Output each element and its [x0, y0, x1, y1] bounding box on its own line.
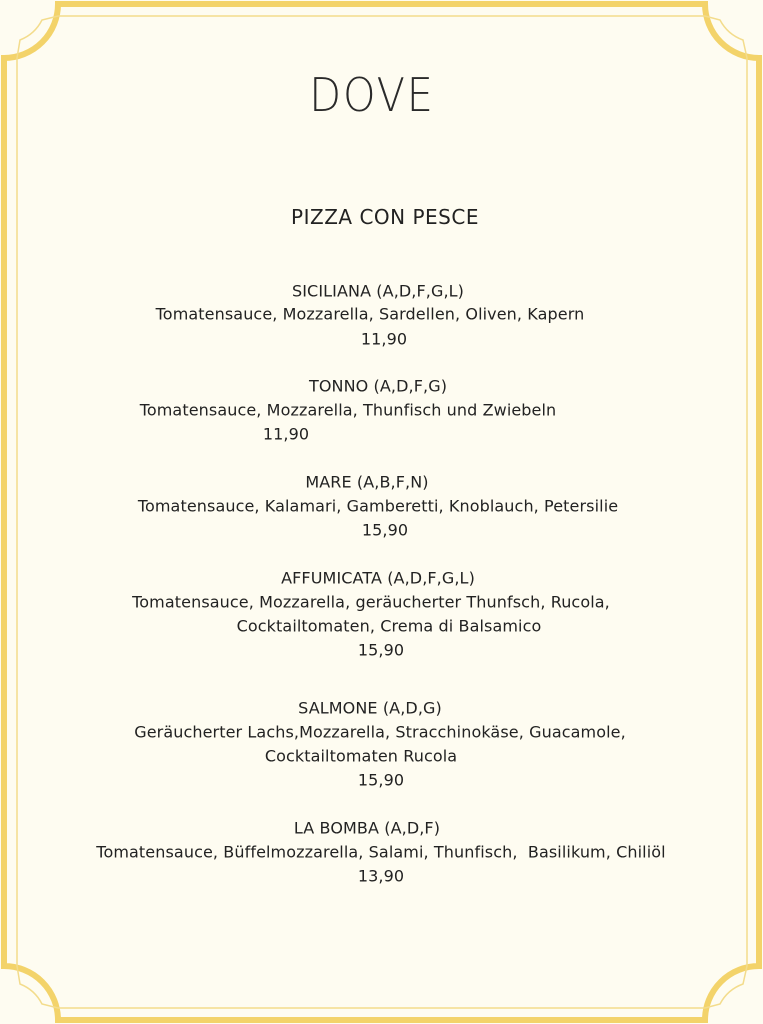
item-price: 15,90 — [357, 640, 405, 660]
item-price: 11,90 — [262, 424, 310, 444]
item-price: 15,90 — [361, 520, 409, 540]
restaurant-title: DOVE — [309, 68, 435, 122]
item-name: SALMONE (A,D,G) — [298, 698, 442, 718]
item-name: AFFUMICATA (A,D,F,G,L) — [281, 568, 475, 588]
item-description: Tomatensauce, Mozzarella, geräucherter Thunfsch, Rucola, — [132, 592, 610, 612]
item-price: 11,90 — [360, 329, 408, 349]
item-name: TONNO (A,D,F,G) — [308, 376, 448, 396]
item-name: MARE (A,B,F,N) — [305, 472, 429, 492]
item-description: Cocktailtomaten Rucola — [264, 746, 458, 766]
item-description: Tomatensauce, Mozzarella, Sardellen, Oliven, Kapern — [155, 304, 585, 324]
item-description: Geräucherter Lachs,Mozzarella, Stracchinokäse, Guacamole, — [134, 722, 626, 742]
item-description: Tomatensauce, Büffelmozzarella, Salami, Thunfisch, Basilikum, Chiliöl — [96, 842, 666, 862]
item-price: 13,90 — [357, 866, 405, 886]
item-description: Cocktailtomaten, Crema di Balsamico — [236, 616, 542, 636]
section-heading: PIZZA CON PESCE — [291, 205, 479, 229]
item-name: LA BOMBA (A,D,F) — [293, 818, 441, 838]
item-name: SICILIANA (A,D,F,G,L) — [291, 281, 465, 301]
item-price: 15,90 — [357, 770, 405, 790]
item-description: Tomatensauce, Mozzarella, Thunfisch und Zwiebeln — [139, 400, 557, 420]
item-description: Tomatensauce, Kalamari, Gamberetti, Knoblauch, Petersilie — [137, 496, 619, 516]
